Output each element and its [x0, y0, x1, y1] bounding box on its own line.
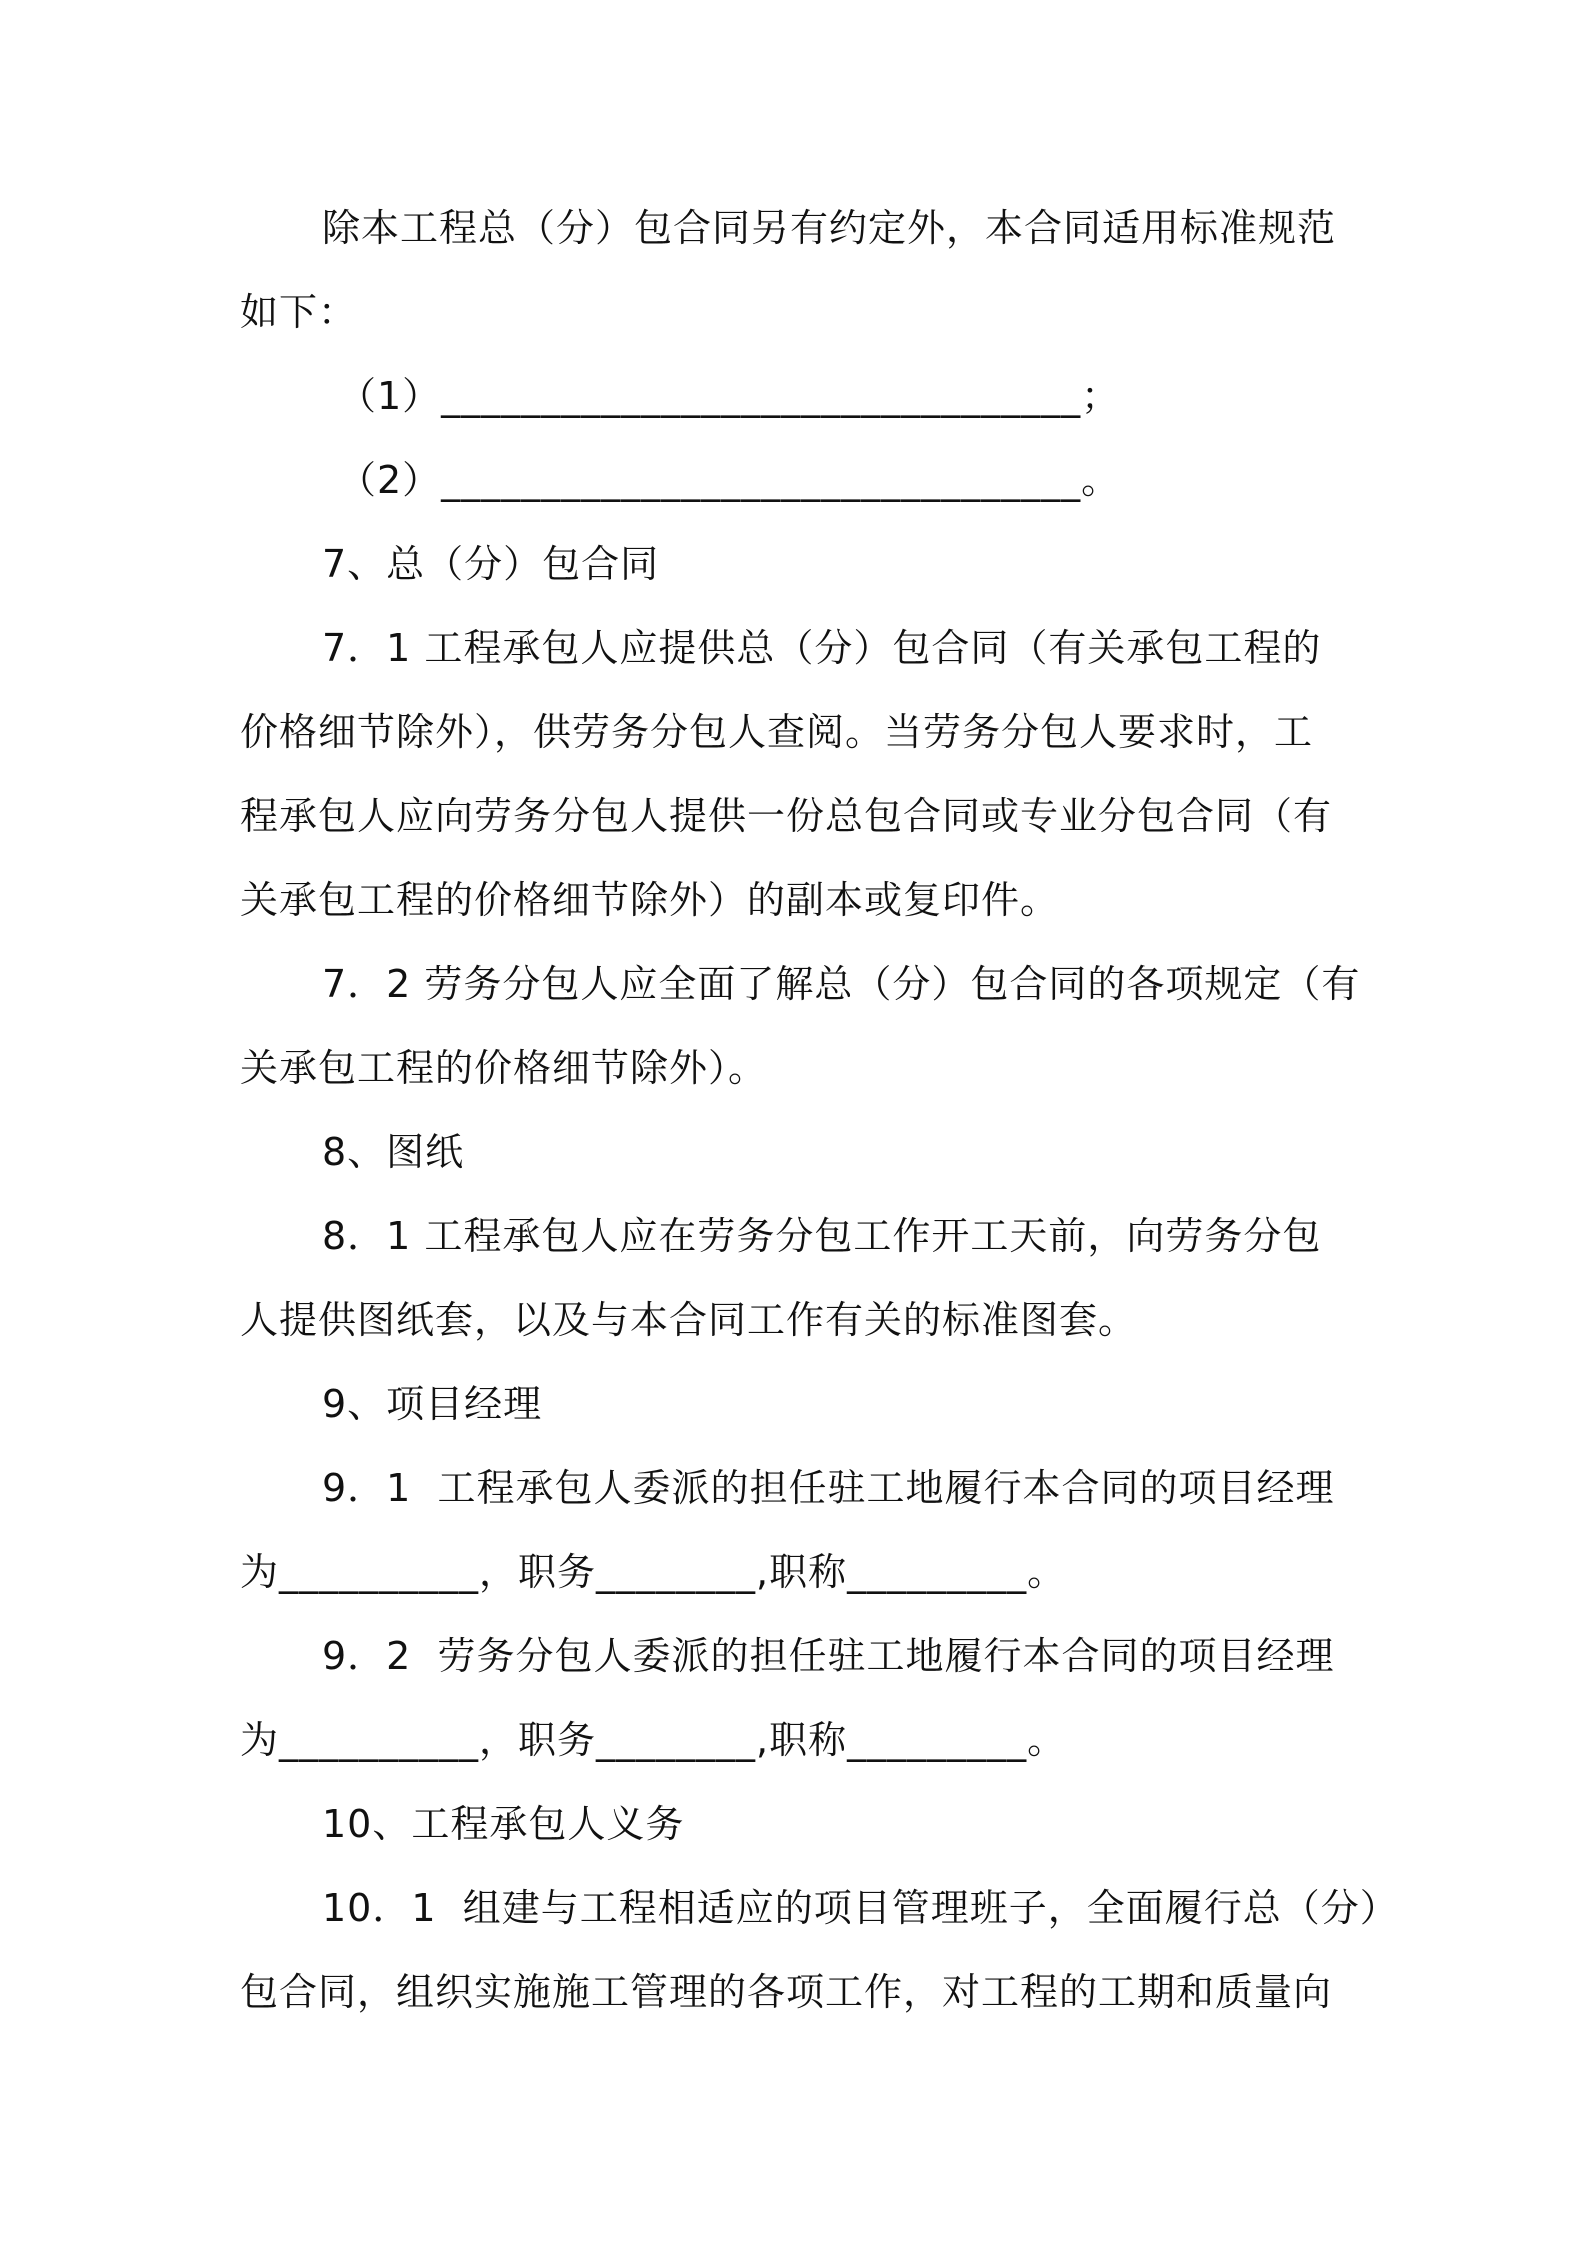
section-heading: 9、项目经理 — [322, 1382, 543, 1426]
section-heading: 10、工程承包人义务 — [322, 1802, 685, 1846]
paragraph-line: 7．2 劳务分包人应全面了解总（分）包合同的各项规定（有 — [322, 962, 1361, 1006]
paragraph-line: 为__________，职务________,职称_________。 — [240, 1718, 1067, 1762]
paragraph-line: 关承包工程的价格细节除外）的副本或复印件。 — [240, 878, 1060, 922]
paragraph-line: 人提供图纸套，以及与本合同工作有关的标准图套。 — [240, 1298, 1138, 1342]
section-heading: 7、总（分）包合同 — [322, 542, 660, 586]
paragraph-line: 10．1 组建与工程相适应的项目管理班子，全面履行总（分） — [322, 1886, 1399, 1930]
paragraph-line: 9．1 工程承包人委派的担任驻工地履行本合同的项目经理 — [322, 1466, 1335, 1510]
paragraph-line: 价格细节除外），供劳务分包人查阅。当劳务分包人要求时，工 — [240, 710, 1314, 754]
paragraph-line: 9．2 劳务分包人委派的担任驻工地履行本合同的项目经理 — [322, 1634, 1335, 1678]
paragraph-line: 程承包人应向劳务分包人提供一份总包合同或专业分包合同（有 — [240, 794, 1333, 838]
paragraph-line: 包合同，组织实施施工管理的各项工作，对工程的工期和质量向 — [240, 1970, 1333, 2014]
paragraph-line: 为__________，职务________,职称_________。 — [240, 1550, 1067, 1594]
paragraph-line: 7．1 工程承包人应提供总（分）包合同（有关承包工程的 — [322, 626, 1322, 670]
paragraph-line: 关承包工程的价格细节除外）。 — [240, 1046, 768, 1090]
paragraph-line: 8．1 工程承包人应在劳务分包工作开工天前，向劳务分包 — [322, 1214, 1322, 1258]
paragraph-line: 除本工程总（分）包合同另有约定外，本合同适用标准规范 — [322, 206, 1337, 250]
list-item: （1）________________________________； — [338, 374, 1121, 418]
list-item: （2）________________________________。 — [338, 458, 1121, 502]
paragraph-line: 如下： — [240, 290, 358, 334]
section-heading: 8、图纸 — [322, 1130, 465, 1174]
